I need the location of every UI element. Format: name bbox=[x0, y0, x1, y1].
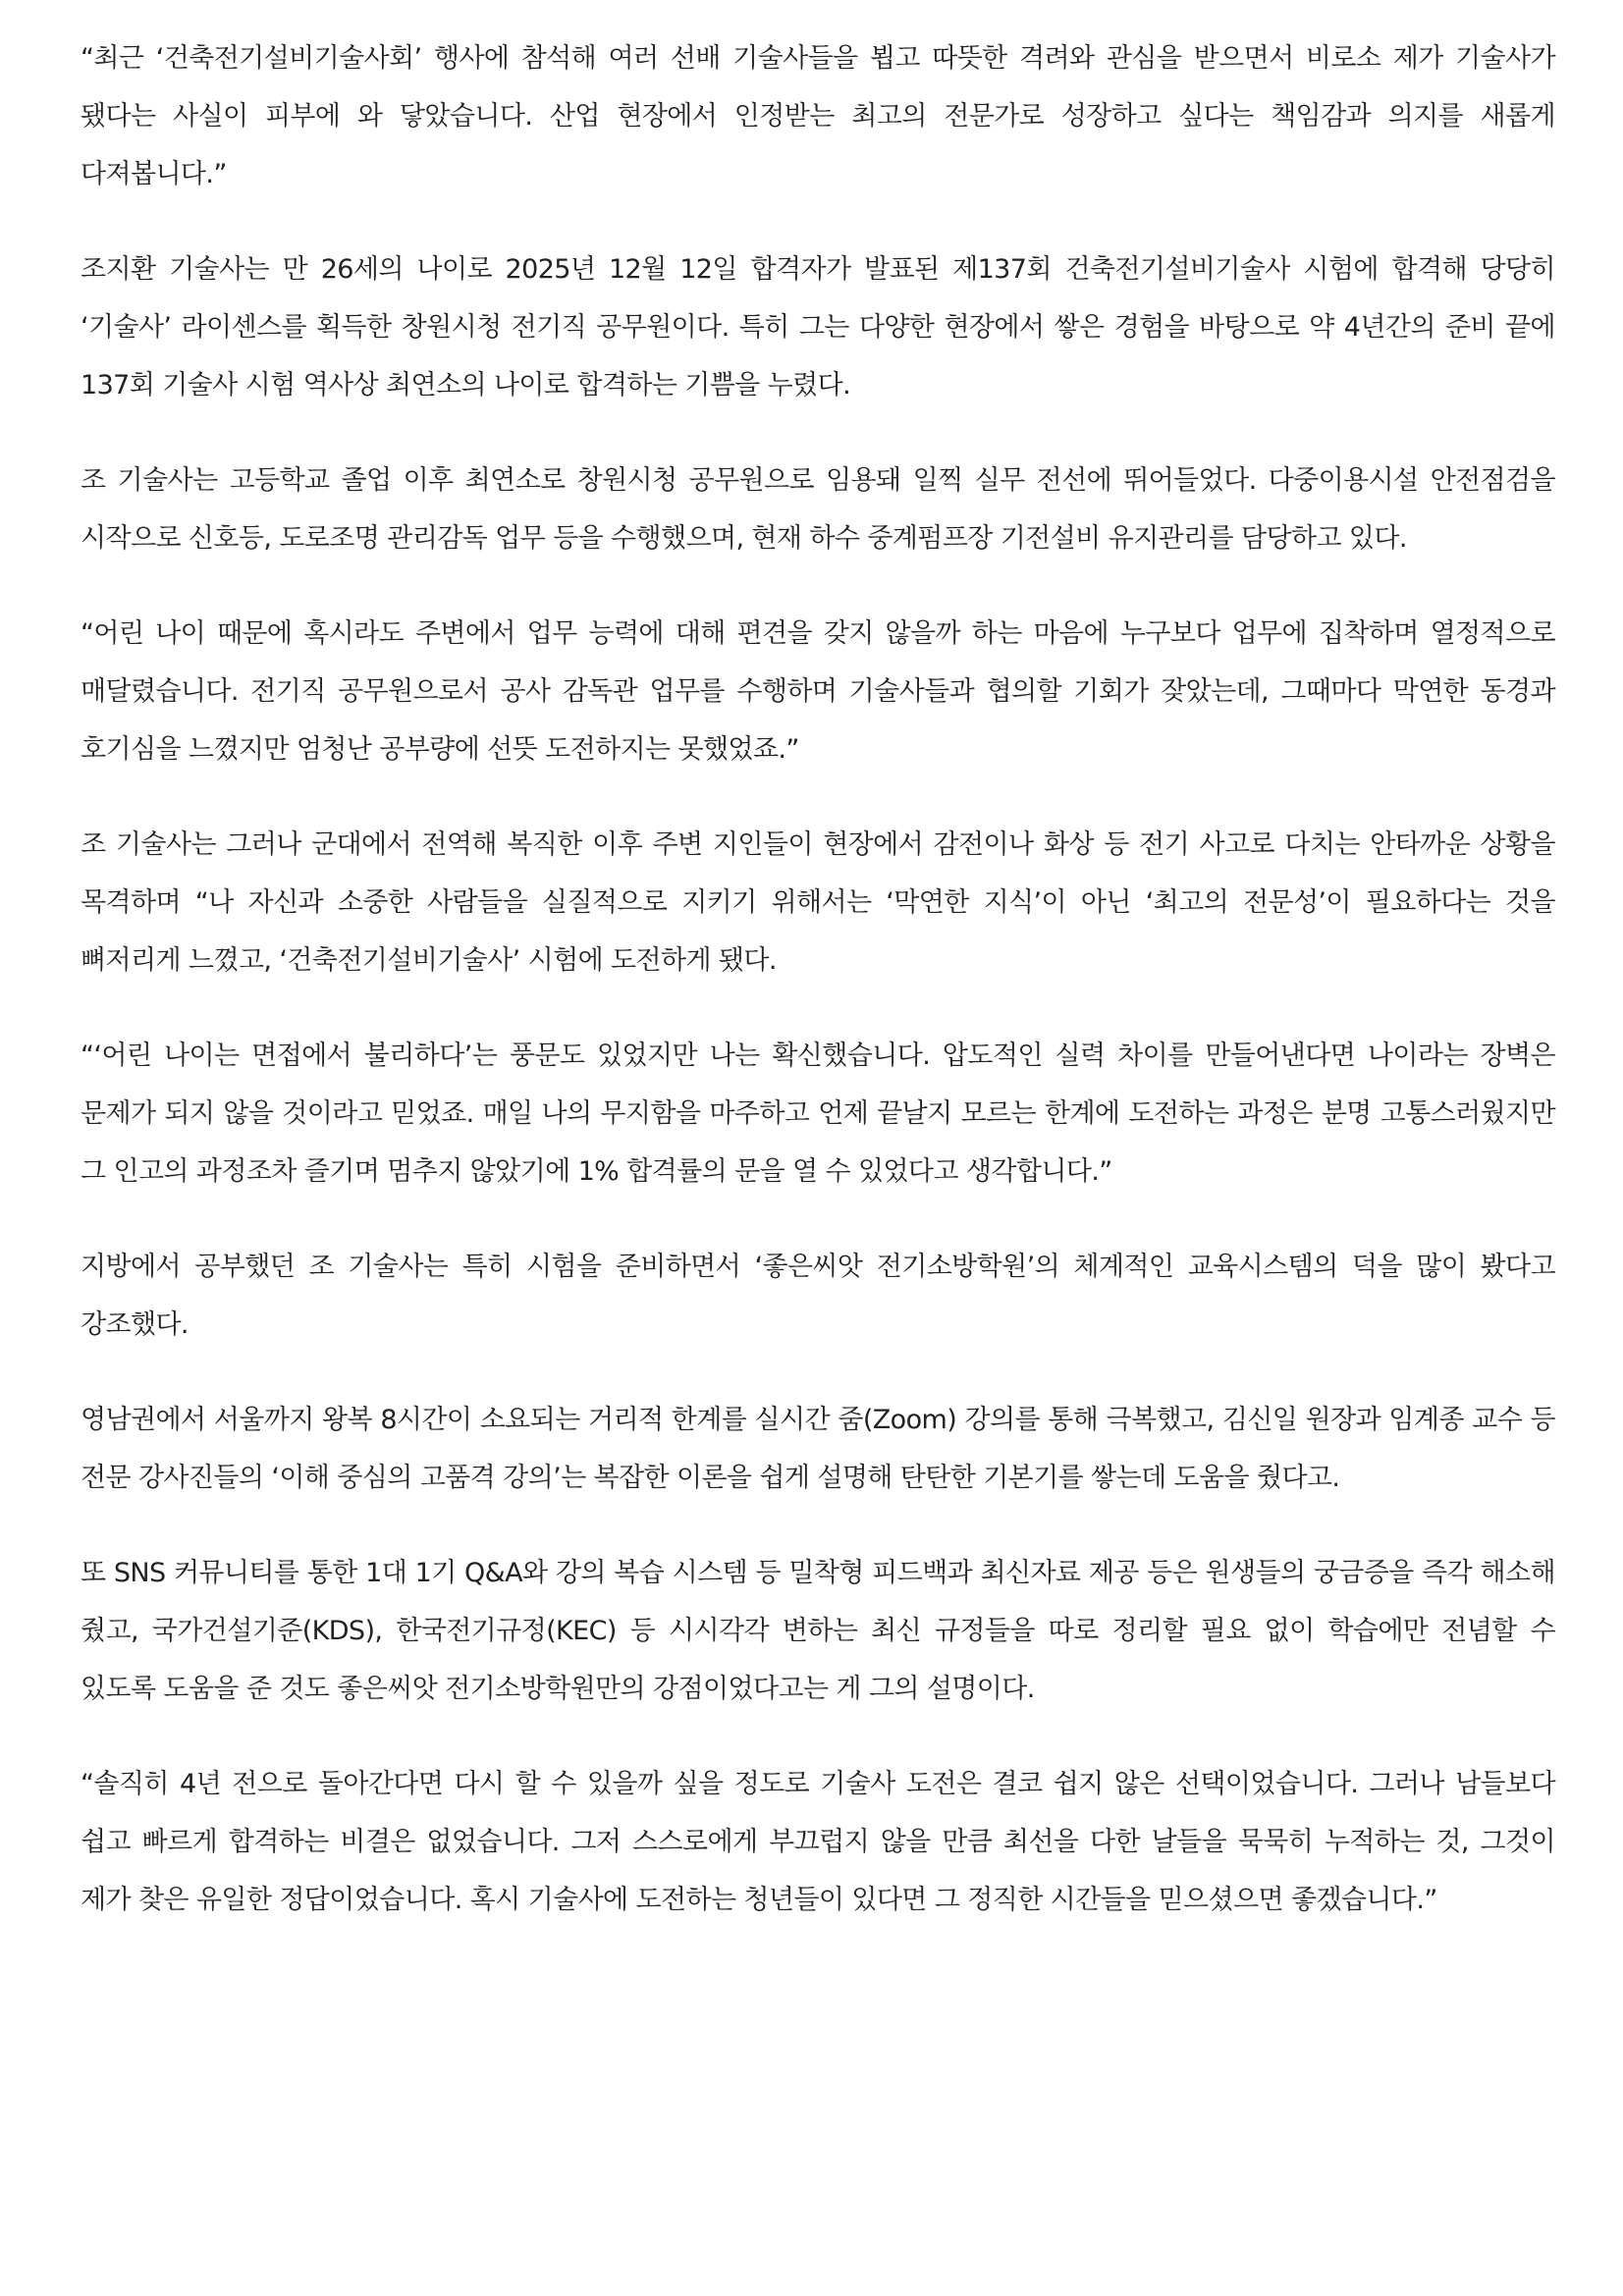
paragraph-6: “‘어린 나이는 면접에서 불리하다’는 풍문도 있었지만 나는 확신했습니다. 압도적인 실력 차이를 만들어낸다면 나이라는 장벽은 문제가 되지 않을 것이라고 믿었죠. 매일 나의 무지함을 마주하고 언제 끝날지 모르는 한계에 도전하는 과정은 분명 고통스러웠지만 그 인고의 과정조차 즐기며 멈추지 않았기에 1% 합격률의 문을 열 수 있었다고 생각합니다.” bbox=[81, 1041, 1555, 1187]
paragraph-4: “어린 나이 때문에 혹시라도 주변에서 업무 능력에 대해 편견을 갖지 않을까 하는 마음에 누구보다 업무에 집착하며 열정적으로 매달렸습니다. 전기직 공무원으로서 공사 감독관 업무를 수행하며 기술사들과 협의할 기회가 잦았는데, 그때마다 막연한 동경과 호기심을 느꼈지만 엄청난 공부량에 선뜻 도전하지는 못했었죠.” bbox=[81, 618, 1555, 765]
paragraph-2: 조지환 기술사는 만 26세의 나이로 2025년 12월 12일 합격자가 발표된 제137회 건축전기설비기술사 시험에 합격해 당당히 ‘기술사’ 라이센스를 획득한 창원시청 전기직 공무원이다. 특히 그는 다양한 현장에서 쌓은 경험을 바탕으로 약 4년간의 준비 끝에 137회 기술사 시험 역사상 최연소의 나이로 합격하는 기쁨을 누렸다. bbox=[81, 254, 1555, 400]
paragraph-5: 조 기술사는 그러나 군대에서 전역해 복직한 이후 주변 지인들이 현장에서 감전이나 화상 등 전기 사고로 다치는 안타까운 상황을 목격하며 “나 자신과 소중한 사람들을 실질적으로 지키기 위해서는 ‘막연한 지식’이 아닌 ‘최고의 전문성’이 필요하다는 것을 뼈저리게 느꼈고, ‘건축전기설비기술사’ 시험에 도전하게 됐다. bbox=[81, 829, 1555, 976]
article-body bbox=[81, 29, 1555, 1966]
paragraph-9: 또 SNS 커뮤니티를 통한 1대 1기 Q&A와 강의 복습 시스템 등 밀착형 피드백과 최신자료 제공 등은 원생들의 궁금증을 즉각 해소해 줬고, 국가건설기준(KDS), 한국전기규정(KEC) 등 시시각각 변하는 최신 규정들을 따로 정리할 필요 없이 학습에만 전념할 수 있도록 도움을 준 것도 좋은씨앗 전기소방학원만의 강점이었다고는 게 그의 설명이다. bbox=[81, 1558, 1555, 1704]
paragraph-7: 지방에서 공부했던 조 기술사는 특히 시험을 준비하면서 ‘좋은씨앗 전기소방학원’의 체계적인 교육시스템의 덕을 많이 봤다고 강조했다. bbox=[81, 1252, 1555, 1340]
paragraph-3: 조 기술사는 고등학교 졸업 이후 최연소로 창원시청 공무원으로 임용돼 일찍 실무 전선에 뛰어들었다. 다중이용시설 안전점검을 시작으로 신호등, 도로조명 관리감독 업무 등을 수행했으며, 현재 하수 중계펌프장 기전설비 유지관리를 담당하고 있다. bbox=[81, 465, 1555, 554]
paragraph-1: “최근 ‘건축전기설비기술사회’ 행사에 참석해 여러 선배 기술사들을 뵙고 따뜻한 격려와 관심을 받으면서 비로소 제가 기술사가 됐다는 사실이 피부에 와 닿았습니다. 산업 현장에서 인정받는 최고의 전문가로 성장하고 싶다는 책임감과 의지를 새롭게 다져봅니다.” bbox=[81, 43, 1555, 189]
paragraph-8: 영남권에서 서울까지 왕복 8시간이 소요되는 거리적 한계를 실시간 줌(Zoom) 강의를 통해 극복했고, 김신일 원장과 임계종 교수 등 전문 강사진들의 ‘이해 중심의 고품격 강의’는 복잡한 이론을 쉽게 설명해 탄탄한 기본기를 쌓는데 도움을 줬다고. bbox=[81, 1405, 1555, 1493]
paragraph-10: “솔직히 4년 전으로 돌아간다면 다시 할 수 있을까 싶을 정도로 기술사 도전은 결코 쉽지 않은 선택이었습니다. 그러나 남들보다 쉽고 빠르게 합격하는 비결은 없었습니다. 그저 스스로에게 부끄럽지 않을 만큼 최선을 다한 날들을 묵묵히 누적하는 것, 그것이 제가 찾은 유일한 정답이었습니다. 혹시 기술사에 도전하는 청년들이 있다면 그 정직한 시간들을 믿으셨으면 좋겠습니다.” bbox=[81, 1769, 1555, 1915]
